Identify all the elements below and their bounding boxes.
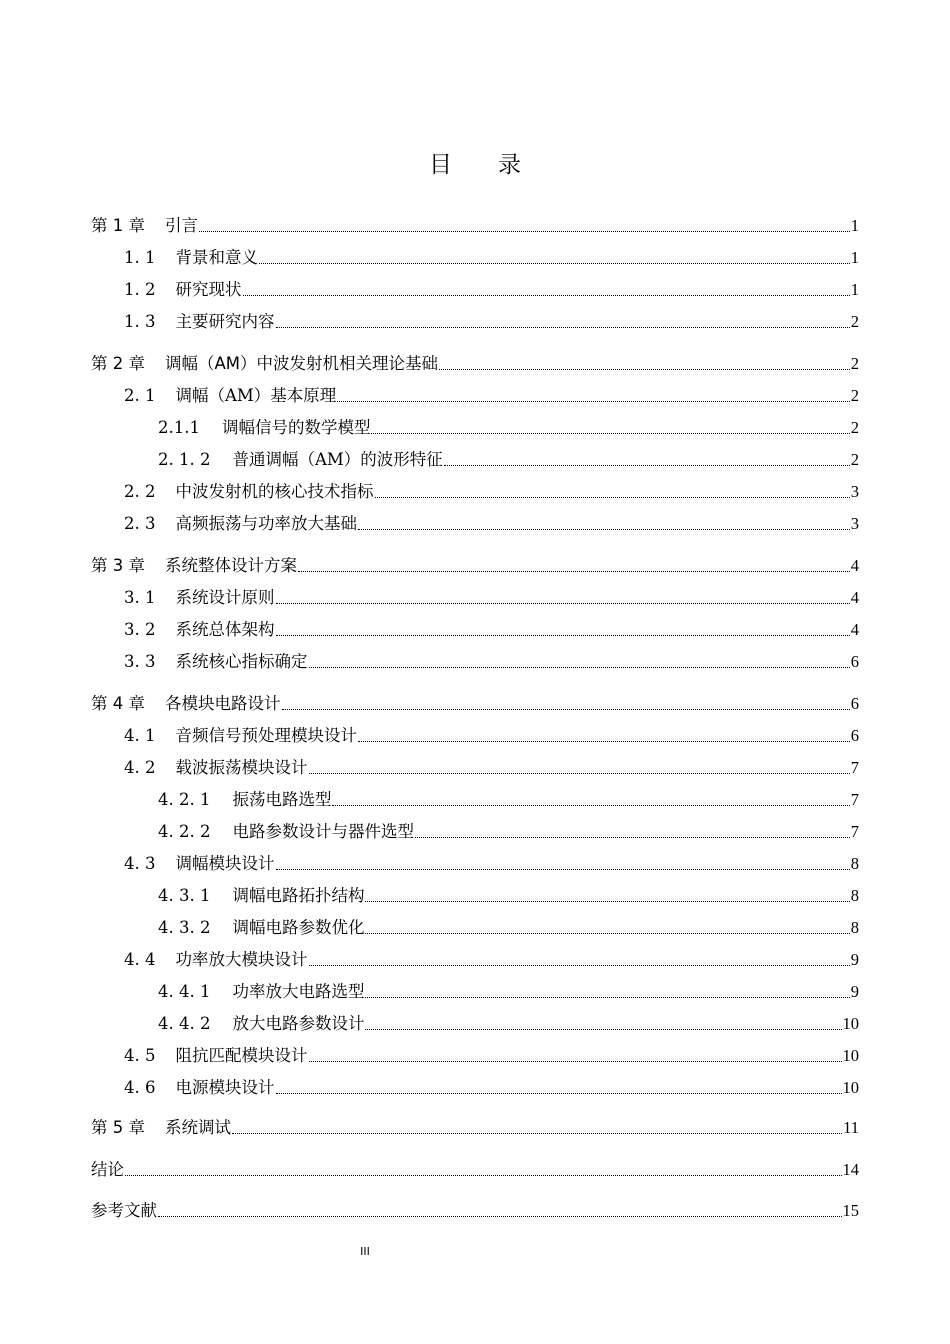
toc-dot-leader [298,571,850,572]
toc-entry-title: 调幅电路拓扑结构 [232,886,365,905]
toc-entry-title: 放大电路参数设计 [232,1014,365,1033]
toc-entry-page: 7 [850,790,859,809]
toc-entry-page: 1 [850,216,859,235]
toc-entry-title: 调幅（AM）中波发射机相关理论基础 [165,354,439,373]
toc-entry-number: 3. 1 [124,588,156,607]
toc-subsection-entry[interactable] [158,979,859,1003]
toc-entry-title: 调幅信号的数学模型 [221,418,371,437]
toc-entry-title: 普通调幅（AM）的波形特征 [232,450,443,469]
toc-entry-number: 1. 2 [124,280,156,299]
toc-entry-page: 4 [850,556,859,575]
toc-entry-title: 调幅模块设计 [175,854,275,873]
toc-section-entry[interactable] [124,851,859,875]
toc-entry-page: 1 [850,280,859,299]
toc-entry-page: 8 [850,886,859,905]
toc-entry-number: 第 4 章 [91,694,145,713]
toc-subsection-entry[interactable] [158,883,859,907]
toc-entry-title: 调幅（AM）基本原理 [175,386,337,405]
toc-entry-page: 10 [842,1078,859,1097]
toc-entry-number: 4. 2. 2 [158,822,211,841]
toc-dot-leader [199,231,850,232]
toc-entry-page: 3 [850,482,859,501]
toc-dot-leader [365,933,849,934]
toc-entry-page: 8 [850,918,859,937]
toc-entry-title: 结论 [91,1160,124,1179]
toc-chapter-entry[interactable] [91,351,859,375]
toc-entry-number: 1. 1 [124,248,156,267]
toc-entry-number: 3. 2 [124,620,156,639]
toc-entry-number: 1. 3 [124,312,156,331]
toc-entry-title: 研究现状 [175,280,242,299]
toc-entry-number: 4. 1 [124,726,156,745]
toc-entry-page: 9 [850,982,859,1001]
toc-entry-page: 3 [850,514,859,533]
toc-subsection-entry[interactable] [158,1011,859,1035]
toc-dot-leader [358,529,850,530]
toc-entry-title: 系统调试 [165,1118,231,1137]
toc-dot-leader [243,295,850,296]
toc-entry-page: 9 [850,950,859,969]
toc-dot-leader [276,869,850,870]
toc-dot-leader [332,805,849,806]
toc-section-entry[interactable] [124,1075,859,1099]
toc-dot-leader [259,263,850,264]
toc-entry-number: 4. 4. 2 [158,1014,211,1033]
toc-dot-leader [309,965,850,966]
toc-dot-leader [365,997,849,998]
toc-entry-number: 2. 1 [124,386,156,405]
toc-entry-number: 第 1 章 [91,216,145,235]
toc-entry-title: 功率放大电路选型 [232,982,365,1001]
toc-entry-page: 8 [850,854,859,873]
toc-entry-number: 第 5 章 [91,1118,145,1137]
toc-entry-number: 2. 2 [124,482,156,501]
page-number: III [360,1245,370,1258]
toc-entry-title: 高频振荡与功率放大基础 [175,514,357,533]
toc-entry-number: 4. 2. 1 [158,790,211,809]
toc-section-entry[interactable] [124,479,859,503]
page-title [0,146,950,179]
toc-entry-number: 4. 3. 2 [158,918,211,937]
toc-entry-number: 2. 3 [124,514,156,533]
toc-entry-number: 4. 2 [124,758,156,777]
toc-entry-number: 4. 3. 1 [158,886,211,905]
toc-chapter-entry[interactable] [91,691,859,715]
toc-entry-number: 第 2 章 [91,354,145,373]
toc-dot-leader [439,369,850,370]
toc-section-entry[interactable] [124,649,859,673]
toc-entry-number: 4. 3 [124,854,156,873]
toc-entry-page: 14 [842,1160,859,1179]
toc-entry-page: 15 [842,1201,859,1220]
toc-subsection-entry[interactable] [158,915,859,939]
toc-dot-leader [365,1029,841,1030]
toc-section-entry[interactable] [124,947,859,971]
toc-entry-title: 音频信号预处理模块设计 [175,726,357,745]
toc-section-entry[interactable] [124,723,859,747]
toc-section-entry[interactable] [124,755,859,779]
toc-entry-title: 载波振荡模块设计 [175,758,308,777]
toc-section-entry[interactable] [124,1043,859,1067]
toc-dot-leader [276,635,850,636]
toc-section-entry[interactable] [124,277,859,301]
toc-entry-title: 主要研究内容 [175,312,275,331]
toc-entry-title: 系统设计原则 [175,588,275,607]
toc-entry-title: 阻抗匹配模块设计 [175,1046,308,1065]
toc-subsection-entry[interactable] [158,819,859,843]
toc-chapter-entry[interactable] [91,1157,859,1181]
toc-entry-page: 2 [850,312,859,331]
toc-entry-number: 3. 3 [124,652,156,671]
title-char-2: 录 [498,152,521,178]
toc-dot-leader [158,1216,842,1217]
toc-entry-title: 系统总体架构 [175,620,275,639]
toc-entry-title: 调幅电路参数优化 [232,918,365,937]
toc-entry-page: 10 [842,1014,859,1033]
toc-entry-title: 功率放大模块设计 [175,950,308,969]
toc-entry-page: 6 [850,726,859,745]
toc-dot-leader [282,709,850,710]
toc-dot-leader [365,901,849,902]
toc-entry-page: 7 [850,758,859,777]
toc-dot-leader [276,603,850,604]
toc-entry-title: 电源模块设计 [175,1078,275,1097]
toc-entry-number: 4. 6 [124,1078,156,1097]
toc-subsection-entry[interactable] [158,787,859,811]
toc-entry-number: 4. 4. 1 [158,982,211,1001]
toc-section-entry[interactable] [124,617,859,641]
toc-section-entry[interactable] [124,245,859,269]
toc-dot-leader [337,401,849,402]
toc-dot-leader [125,1175,842,1176]
toc-entry-title: 系统整体设计方案 [165,556,297,575]
toc-dot-leader [375,497,850,498]
toc-entry-number: 4. 5 [124,1046,156,1065]
toc-entry-number: 2.1.1 [158,418,200,437]
toc-subsection-entry[interactable] [158,447,859,471]
toc-entry-title: 各模块电路设计 [165,694,281,713]
toc-chapter-entry[interactable] [91,213,859,237]
toc-entry-page: 2 [850,354,859,373]
toc-entry-title: 参考文献 [91,1201,157,1220]
toc-section-entry[interactable] [124,309,859,333]
toc-entry-page: 4 [850,588,859,607]
toc-entry-page: 6 [850,694,859,713]
toc-entry-page: 10 [842,1046,859,1065]
toc-entry-title: 中波发射机的核心技术指标 [175,482,374,501]
toc-dot-leader [309,1061,842,1062]
toc-dot-leader [309,773,850,774]
toc-entry-title: 振荡电路选型 [232,790,332,809]
toc-entry-page: 11 [843,1118,859,1137]
toc-dot-leader [276,327,850,328]
toc-entry-page: 6 [850,652,859,671]
toc-chapter-entry[interactable] [91,1115,859,1139]
toc-dot-leader [358,741,850,742]
toc-dot-leader [371,433,849,434]
toc-entry-page: 2 [850,450,859,469]
toc-entry-number: 2. 1. 2 [158,450,211,469]
toc-entry-title: 背景和意义 [175,248,258,267]
toc-entry-page: 7 [850,822,859,841]
toc-section-entry[interactable] [124,585,859,609]
toc-subsection-entry[interactable] [158,415,859,439]
toc-dot-leader [415,837,850,838]
title-char-1: 目 [429,152,452,178]
toc-entry-title: 电路参数设计与器件选型 [232,822,414,841]
toc-dot-leader [444,465,850,466]
toc-entry-page: 4 [850,620,859,639]
toc-entry-title: 引言 [165,216,198,235]
toc-entry-number: 4. 4 [124,950,156,969]
toc-entry-number: 第 3 章 [91,556,145,575]
toc-dot-leader [276,1093,842,1094]
toc-entry-page: 2 [850,418,859,437]
toc-chapter-entry[interactable] [91,1198,859,1222]
toc-section-entry[interactable] [124,383,859,407]
toc-section-entry[interactable] [124,511,859,535]
toc-chapter-entry[interactable] [91,553,859,577]
toc-entry-page: 2 [850,386,859,405]
toc-dot-leader [232,1133,842,1134]
toc-entry-title: 系统核心指标确定 [175,652,308,671]
toc-entry-page: 1 [850,248,859,267]
toc-dot-leader [309,667,850,668]
